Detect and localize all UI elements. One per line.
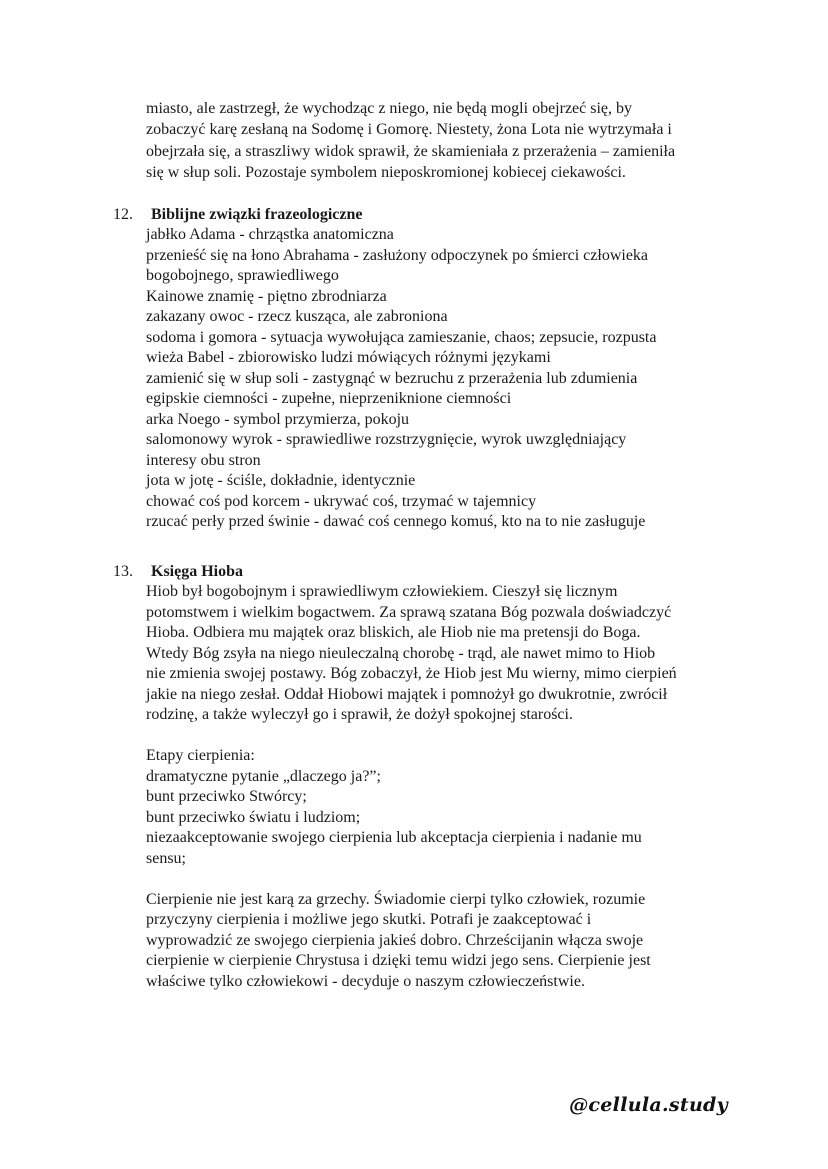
phrase-item: chować coś pod korcem - ukrywać coś, trzymać w tajemnicy: [146, 492, 537, 510]
section-heading: [113, 204, 753, 225]
phrase-item: jabłko Adama - chrząstka anatomiczna: [146, 226, 394, 244]
phrase-item: Kainowe znamię - piętno zbrodniarza: [146, 287, 387, 305]
stage-item: bunt przeciwko światu i ludziom;: [146, 808, 361, 826]
intro-paragraph: [146, 98, 746, 183]
text-line: cierpienie w cierpienie Chrystusa i dzięki temu widzi jego sens. Cierpienie jest: [146, 952, 651, 970]
paragraph-gap: [146, 869, 753, 890]
phrase-item: arka Noego - symbol przymierza, pokoju: [146, 410, 410, 428]
section-13: [113, 561, 753, 992]
section-12: [113, 204, 753, 533]
text-line: zobaczyć karę zesłaną na Sodomę i Gomorę. Niestety, żona Lota nie wytrzymała i: [146, 121, 672, 139]
phrase-item: zakazany owoc - rzecz kusząca, ale zabroniona: [146, 308, 448, 326]
stage-item: sensu;: [146, 849, 186, 867]
phrase-list: [146, 225, 753, 533]
section-title: Biblijne związki frazeologiczne: [151, 206, 363, 223]
text-line: Wtedy Bóg zsyła na niego nieuleczalną chorobę - trąd, ale nawet mimo to Hiob: [146, 644, 656, 662]
phrase-item: rzucać perły przed świnie - dawać coś cennego komuś, kto na to nie zasługuje: [146, 513, 646, 531]
text-line: wyprowadzić ze swojego cierpienia jakieś dobro. Chrześcijanin włącza swoje: [146, 931, 644, 949]
phrase-item: zamienić się w słup soli - zastygnąć w bezruchu z przerażenia lub zdumienia: [146, 369, 638, 387]
text-line: rodzinę, a także wyleczył go i sprawił, że dożył spokojnej starości.: [146, 706, 573, 724]
phrase-item: salomonowy wyrok - sprawiedliwe rozstrzygnięcie, wyrok uwzględniający: [146, 431, 627, 449]
text-line: jakie na niego zesłał. Oddał Hiobowi majątek i pomnożył go dwukrotnie, zwrócił: [146, 685, 668, 703]
stage-item: niezaakceptowanie swojego cierpienia lub akceptacja cierpienia i nadanie mu: [146, 829, 642, 847]
text-line: miasto, ale zastrzegł, że wychodząc z niego, nie będą mogli obejrzeć się, by: [146, 100, 633, 117]
text-line: przyczyny cierpienia i możliwe jego skutki. Potrafi je zaakceptować i: [146, 911, 592, 929]
phrase-item: wieża Babel - zbiorowisko ludzi mówiących różnymi językami: [146, 349, 551, 367]
text-line: potomstwem i wielkim bogactwem. Za sprawą szatana Bóg pozwala doświadczyć: [146, 603, 672, 621]
text-line: nie zmienia swojej postawy. Bóg zobaczył, że Hiob jest Mu wierny, mimo cierpień: [146, 665, 677, 683]
signature-watermark: @cellula.study: [569, 1094, 728, 1116]
text-line: Hioba. Odbiera mu majątek oraz bliskich, ale Hiob nie ma pretensji do Boga.: [146, 624, 641, 642]
job-summary: [146, 582, 753, 992]
stage-item: bunt przeciwko Stwórcy;: [146, 788, 307, 806]
text-line: Hiob był bogobojnym i sprawiedliwym człowiekiem. Cieszył się licznym: [146, 583, 618, 601]
stages-heading: Etapy cierpienia:: [146, 747, 255, 765]
text-line: obejrzała się, a straszliwy widok sprawił, że skamieniała z przerażenia – zamieniła: [146, 142, 676, 160]
section-title: Księga Hioba: [151, 563, 244, 580]
phrase-item: egipskie ciemności - zupełne, nieprzeniknione ciemności: [146, 390, 512, 408]
phrase-item: sodoma i gomora - sytuacja wywołująca zamieszanie, chaos; zepsucie, rozpusta: [146, 328, 657, 346]
paragraph-gap: [146, 726, 753, 747]
section-heading: [113, 561, 753, 582]
text-line: Cierpienie nie jest karą za grzechy. Świadomie cierpi tylko człowiek, rozumie: [146, 890, 646, 908]
stage-item: dramatyczne pytanie „dlaczego ja?”;: [146, 767, 381, 785]
phrase-item: przenieść się na łono Abrahama - zasłużony odpoczynek po śmierci człowieka: [146, 246, 649, 264]
phrase-item: interesy obu stron: [146, 451, 261, 469]
phrase-item: jota w jotę - ściśle, dokładnie, identycznie: [146, 472, 416, 490]
text-line: się w słup soli. Pozostaje symbolem nieposkromionej kobiecej ciekawości.: [146, 163, 626, 181]
text-line: właściwe tylko człowiekowi - decyduje o naszym człowieczeństwie.: [146, 972, 585, 990]
section-number: 13.: [113, 563, 133, 580]
phrase-item: bogobojnego, sprawiedliwego: [146, 267, 339, 285]
section-number: 12.: [113, 206, 133, 223]
